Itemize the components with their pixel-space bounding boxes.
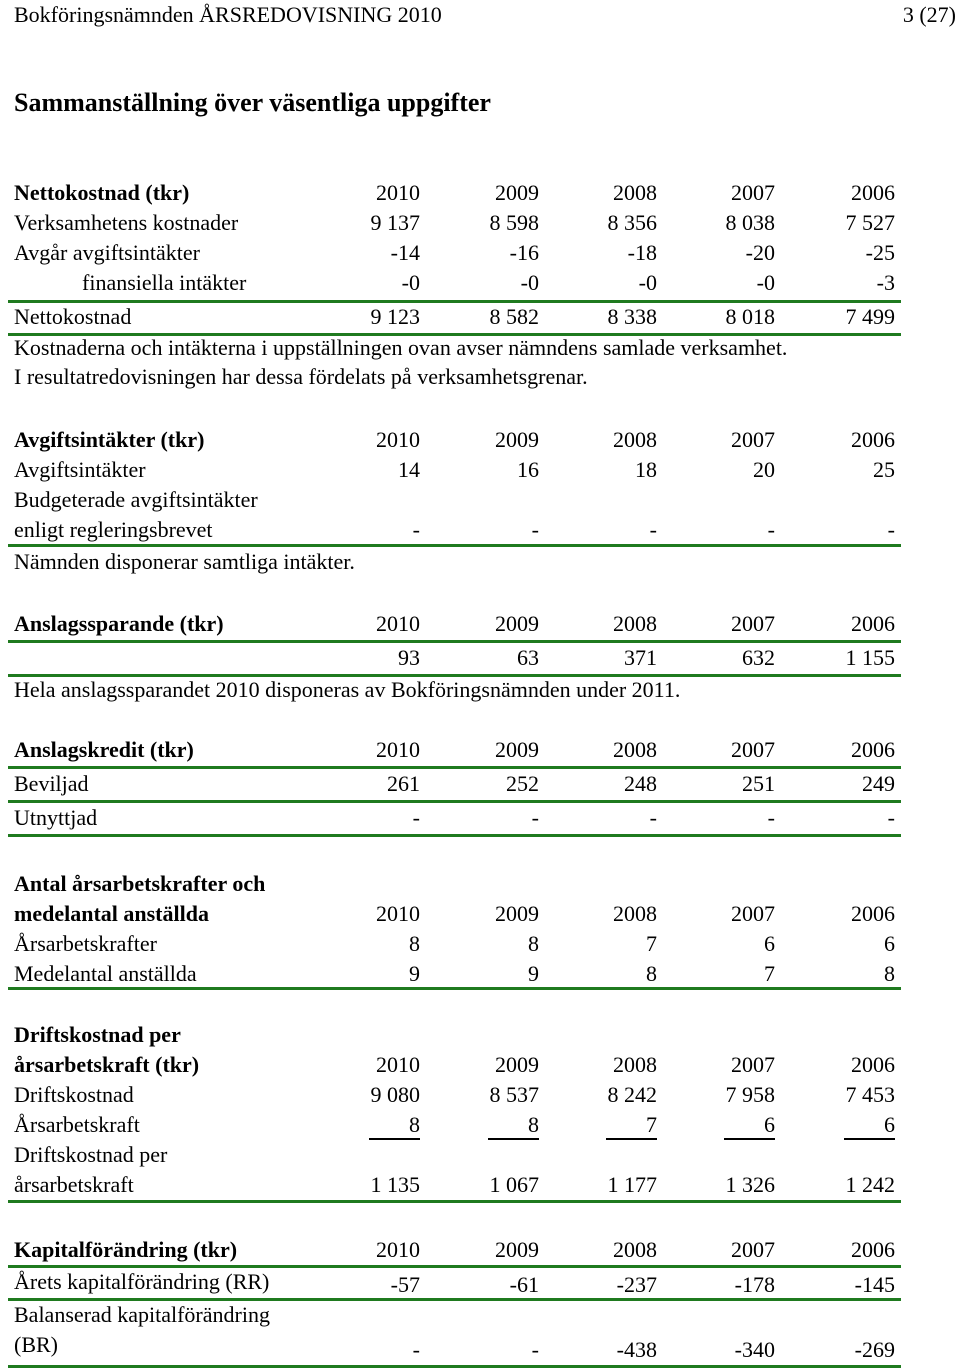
anslagskredit-rows-2 bbox=[0, 803, 960, 833]
year-col: 2007 bbox=[731, 180, 775, 205]
year-col: 2010 bbox=[376, 180, 420, 205]
table-row bbox=[0, 268, 960, 298]
cell: 8 bbox=[409, 931, 420, 956]
year-col: 2007 bbox=[731, 901, 775, 926]
cell bbox=[795, 1110, 895, 1140]
underlined-value: 6 bbox=[844, 1112, 895, 1140]
section-heading: Nettokostnad (tkr) bbox=[14, 180, 190, 205]
cell: 8 bbox=[884, 961, 895, 986]
cell bbox=[320, 1110, 420, 1140]
section-heading: Antal årsarbetskrafter och bbox=[14, 871, 266, 896]
cell: 7 958 bbox=[725, 1082, 775, 1107]
cell: - bbox=[649, 517, 657, 542]
cell: 7 bbox=[646, 931, 657, 956]
divider bbox=[8, 1200, 901, 1203]
note-text: I resultatredovisningen har dessa fördelats på verksamhetsgrenar. bbox=[14, 364, 588, 389]
divider bbox=[8, 834, 901, 837]
cell: 252 bbox=[506, 771, 539, 796]
table-row bbox=[0, 238, 960, 268]
cell: 7 453 bbox=[845, 1082, 895, 1107]
row-label: enligt regleringsbrevet bbox=[14, 517, 213, 542]
page-header bbox=[0, 2, 960, 30]
cell: 25 bbox=[873, 457, 895, 482]
underlined-value: 8 bbox=[369, 1112, 420, 1140]
antal-header-row-1 bbox=[0, 869, 960, 899]
cell: 63 bbox=[517, 645, 539, 670]
year-col: 2009 bbox=[495, 427, 539, 452]
row-label: Balanserad kapitalförändring bbox=[14, 1302, 270, 1327]
row-label: (BR) bbox=[14, 1332, 58, 1357]
cell: 7 527 bbox=[845, 210, 895, 235]
kapital-header-row bbox=[0, 1235, 960, 1265]
cell: -14 bbox=[390, 240, 420, 265]
cell: -178 bbox=[734, 1272, 775, 1297]
table-row bbox=[0, 515, 960, 545]
row-label: Avgiftsintäkter bbox=[14, 457, 146, 482]
cell: - bbox=[767, 517, 775, 542]
year-col: 2010 bbox=[376, 737, 420, 762]
year-col: 2006 bbox=[851, 737, 895, 762]
cell: 8 242 bbox=[607, 1082, 657, 1107]
section-heading: medelantal anställda bbox=[14, 901, 209, 926]
table-row bbox=[0, 1330, 960, 1360]
cell: 8 598 bbox=[489, 210, 539, 235]
cell: 1 135 bbox=[370, 1172, 420, 1197]
cell: 9 bbox=[409, 961, 420, 986]
section-heading: årsarbetskraft (tkr) bbox=[14, 1052, 200, 1077]
row-label: Avgår avgiftsintäkter bbox=[14, 240, 200, 265]
cell: - bbox=[887, 517, 895, 542]
row-label: Nettokostnad bbox=[14, 304, 132, 329]
cell: 7 bbox=[764, 961, 775, 986]
cell: 8 582 bbox=[489, 304, 539, 329]
section-heading: Anslagskredit (tkr) bbox=[14, 737, 194, 762]
year-col: 2009 bbox=[495, 1237, 539, 1262]
table-row bbox=[0, 485, 960, 515]
cell: 8 356 bbox=[607, 210, 657, 235]
cell: 371 bbox=[624, 645, 657, 670]
underlined-value: 7 bbox=[606, 1112, 657, 1140]
cell: 9 bbox=[528, 961, 539, 986]
year-col: 2006 bbox=[851, 427, 895, 452]
year-col: 2007 bbox=[731, 427, 775, 452]
cell: 8 bbox=[646, 961, 657, 986]
cell: 1 177 bbox=[607, 1172, 657, 1197]
divider bbox=[8, 1365, 901, 1368]
year-col: 2008 bbox=[613, 1052, 657, 1077]
drift-section bbox=[0, 1020, 960, 1200]
year-col: 2009 bbox=[495, 1052, 539, 1077]
cell bbox=[439, 1110, 539, 1140]
drift-header-row-1 bbox=[0, 1020, 960, 1050]
cell: -18 bbox=[627, 240, 657, 265]
kapital-rows-2 bbox=[0, 1300, 960, 1360]
cell: 18 bbox=[635, 457, 657, 482]
cell: -57 bbox=[390, 1272, 420, 1297]
section-heading: Driftskostnad per bbox=[14, 1022, 181, 1047]
underlined-value: 8 bbox=[488, 1112, 539, 1140]
cell: -3 bbox=[876, 270, 895, 295]
cell: -0 bbox=[520, 270, 539, 295]
cell: 20 bbox=[753, 457, 775, 482]
cell: -237 bbox=[616, 1272, 657, 1297]
cell bbox=[557, 1110, 657, 1140]
row-label: finansiella intäkter bbox=[82, 270, 247, 295]
cell: 93 bbox=[398, 645, 420, 670]
avgift-header-row bbox=[0, 425, 960, 455]
row-label: Årsarbetskrafter bbox=[14, 931, 157, 956]
kapital-section bbox=[0, 1235, 960, 1265]
cell: 249 bbox=[862, 771, 895, 796]
year-col: 2010 bbox=[376, 1237, 420, 1262]
cell: 261 bbox=[387, 771, 420, 796]
nettokostnad-section bbox=[0, 178, 960, 298]
row-label: Driftskostnad per bbox=[14, 1142, 168, 1167]
cell: -145 bbox=[854, 1272, 895, 1297]
table-row bbox=[0, 1110, 960, 1140]
year-col: 2009 bbox=[495, 737, 539, 762]
cell: 8 038 bbox=[725, 210, 775, 235]
cell: - bbox=[531, 517, 539, 542]
cell: - bbox=[649, 805, 657, 830]
year-col: 2009 bbox=[495, 901, 539, 926]
year-col: 2008 bbox=[613, 1237, 657, 1262]
year-col: 2007 bbox=[731, 1237, 775, 1262]
kapital-rows bbox=[0, 1267, 960, 1297]
cell: 6 bbox=[764, 931, 775, 956]
cell: -340 bbox=[734, 1337, 775, 1362]
antal-header-row-2 bbox=[0, 899, 960, 929]
cell bbox=[675, 1110, 775, 1140]
year-col: 2010 bbox=[376, 427, 420, 452]
cell: 16 bbox=[517, 457, 539, 482]
cell: - bbox=[412, 1337, 420, 1362]
cell: -61 bbox=[509, 1272, 539, 1297]
nettokostnad-header-row bbox=[0, 178, 960, 208]
table-row bbox=[0, 1300, 960, 1330]
year-col: 2006 bbox=[851, 1237, 895, 1262]
year-col: 2008 bbox=[613, 737, 657, 762]
page-title: Sammanställning över väsentliga uppgifter bbox=[14, 88, 491, 117]
cell: - bbox=[412, 805, 420, 830]
year-col: 2006 bbox=[851, 1052, 895, 1077]
document-title: Bokföringsnämnden ÅRSREDOVISNING 2010 bbox=[14, 2, 442, 27]
note-text: Hela anslagssparandet 2010 disponeras av Bokföringsnämnden under 2011. bbox=[14, 677, 681, 702]
drift-header-row-2 bbox=[0, 1050, 960, 1080]
cell: -20 bbox=[745, 240, 775, 265]
table-row bbox=[0, 1080, 960, 1110]
cell: 1 242 bbox=[845, 1172, 895, 1197]
underlined-value: 6 bbox=[724, 1112, 775, 1140]
cell: 8 018 bbox=[725, 304, 775, 329]
table-row bbox=[0, 208, 960, 238]
year-col: 2007 bbox=[731, 1052, 775, 1077]
cell: - bbox=[531, 805, 539, 830]
cell: 8 537 bbox=[489, 1082, 539, 1107]
row-label: årsarbetskraft bbox=[14, 1172, 134, 1197]
cell: 8 338 bbox=[607, 304, 657, 329]
year-col: 2010 bbox=[376, 1052, 420, 1077]
cell: 251 bbox=[742, 771, 775, 796]
divider bbox=[8, 987, 901, 990]
anslagskredit-header-row bbox=[0, 735, 960, 765]
table-row bbox=[0, 959, 960, 989]
year-col: 2008 bbox=[613, 180, 657, 205]
cell: 6 bbox=[884, 931, 895, 956]
cell: 7 499 bbox=[845, 304, 895, 329]
table-row bbox=[0, 1170, 960, 1200]
row-label: Beviljad bbox=[14, 771, 89, 796]
table-row bbox=[0, 1140, 960, 1170]
row-label: Medelantal anställda bbox=[14, 961, 197, 986]
year-col: 2006 bbox=[851, 901, 895, 926]
year-col: 2008 bbox=[613, 611, 657, 636]
table-row bbox=[0, 803, 960, 833]
table-row bbox=[0, 455, 960, 485]
row-label: Driftskostnad bbox=[14, 1082, 134, 1107]
cell: 9 123 bbox=[370, 304, 420, 329]
table-row bbox=[0, 643, 960, 673]
section-heading: Kapitalförändring (tkr) bbox=[14, 1237, 238, 1262]
cell: -438 bbox=[616, 1337, 657, 1362]
cell: - bbox=[531, 1337, 539, 1362]
year-col: 2008 bbox=[613, 901, 657, 926]
antal-section bbox=[0, 869, 960, 989]
table-row bbox=[0, 302, 960, 332]
year-col: 2006 bbox=[851, 180, 895, 205]
nettokostnad-total bbox=[0, 302, 960, 332]
year-col: 2010 bbox=[376, 611, 420, 636]
anslagssparande-header-row bbox=[0, 609, 960, 639]
year-col: 2009 bbox=[495, 611, 539, 636]
cell: 248 bbox=[624, 771, 657, 796]
anslagskredit-section bbox=[0, 735, 960, 765]
note-text: Kostnaderna och intäkterna i uppställningen ovan avser nämndens samlade verksamhet. bbox=[14, 335, 788, 360]
cell: -25 bbox=[865, 240, 895, 265]
cell: 8 bbox=[528, 931, 539, 956]
anslagssparande-values bbox=[0, 643, 960, 673]
divider bbox=[8, 544, 901, 547]
cell: -0 bbox=[401, 270, 420, 295]
section-heading: Anslagssparande (tkr) bbox=[14, 611, 224, 636]
cell: 9 080 bbox=[370, 1082, 420, 1107]
cell: 1 067 bbox=[489, 1172, 539, 1197]
avgift-section bbox=[0, 425, 960, 545]
cell: -0 bbox=[638, 270, 657, 295]
row-label: Utnyttjad bbox=[14, 805, 98, 830]
cell: -0 bbox=[756, 270, 775, 295]
section-heading: Avgiftsintäkter (tkr) bbox=[14, 427, 205, 452]
year-col: 2010 bbox=[376, 901, 420, 926]
anslagssparande-section bbox=[0, 609, 960, 639]
cell: 9 137 bbox=[370, 210, 420, 235]
page-number: 3 (27) bbox=[902, 2, 956, 27]
cell: - bbox=[412, 517, 420, 542]
cell: - bbox=[887, 805, 895, 830]
table-row bbox=[0, 1267, 960, 1297]
cell: 14 bbox=[398, 457, 420, 482]
year-col: 2007 bbox=[731, 611, 775, 636]
row-label: Årsarbetskraft bbox=[14, 1112, 140, 1137]
cell: 1 155 bbox=[845, 645, 895, 670]
note-text: Nämnden disponerar samtliga intäkter. bbox=[14, 549, 355, 574]
table-row bbox=[0, 769, 960, 799]
year-col: 2009 bbox=[495, 180, 539, 205]
cell: 632 bbox=[742, 645, 775, 670]
year-col: 2007 bbox=[731, 737, 775, 762]
cell: 1 326 bbox=[725, 1172, 775, 1197]
cell: -16 bbox=[509, 240, 539, 265]
row-label: Verksamhetens kostnader bbox=[14, 210, 239, 235]
cell: -269 bbox=[854, 1337, 895, 1362]
anslagskredit-rows bbox=[0, 769, 960, 799]
cell: - bbox=[767, 805, 775, 830]
table-row bbox=[0, 929, 960, 959]
year-col: 2008 bbox=[613, 427, 657, 452]
row-label: Budgeterade avgiftsintäkter bbox=[14, 487, 258, 512]
row-label: Årets kapitalförändring (RR) bbox=[14, 1269, 270, 1294]
year-col: 2006 bbox=[851, 611, 895, 636]
